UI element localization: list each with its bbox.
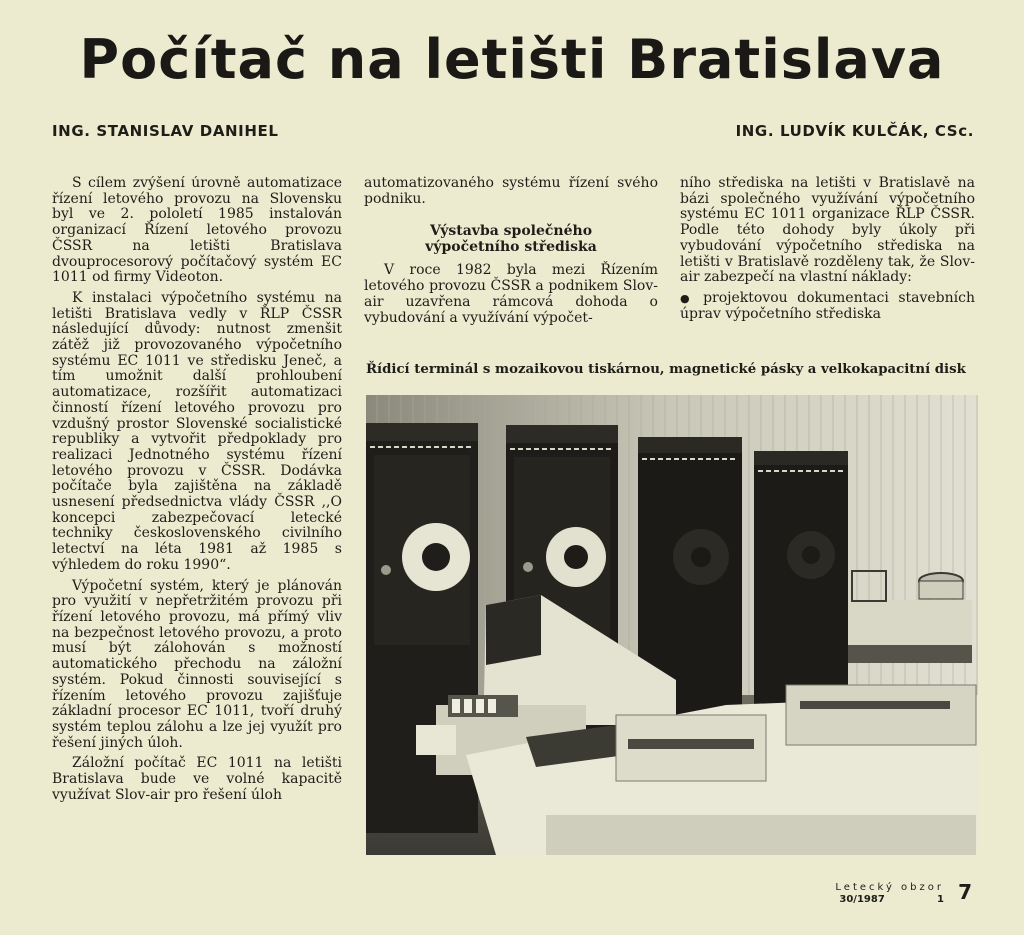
text-column-3 [680,176,975,338]
text-column-2 [364,176,658,338]
tape-drive-4 [754,451,848,711]
section-subheading [364,223,658,255]
paragraph: Záložní počítač EC 1011 na letišti Bratislava bude ve volné kapacitě využívat Slov-air pro řešení úloh [52,755,342,803]
issue-date: 30/1987 [839,894,885,905]
bullet-item: ● projektovou dokumentaci stavebních úprav výpočetního střediska [680,291,975,322]
paragraph: ního střediska na letišti v Bratislavě na bázi společného využívání výpočetního systému EC 1011 organizace ŘLP ČSSR. Podle této dohody byly úkoly při vybudování výpočetního střediska na letišti v Bratislavě rozděleny tak, že Slov-air zabezpečí na vlastní náklady: [680,176,975,286]
paragraph: K instalaci výpočetního systému na letišti Bratislava vedly v ŘLP ČSSR následující důvody: nutnost zmenšit zátěž již provozovaného výpočetního systému EC 1011 ve středisku Jeneč, a tím umožnit další prohloubení automatizace, rozšířit automatizaci činností řízení letového provozu pro vzdušný prostor Slovenské socialistické republiky a vytvořit předpoklady pro realizaci Jednotného systému řízení letového provozu v ČSSR. Dodávka počítače byla zajištěna na základě usnesení předsednictva vlády ČSSR ,,O koncepci zabezpečovací letecké techniky československého civilního letectví na léta 1981 až 1985 s výhledem do roku 1990“. [52,289,342,573]
subheading-line: Výstavba společného [429,223,593,240]
publication-info [835,882,944,906]
paragraph: S cílem zvýšení úrovně automatizace řízení letového provozu na Slovensku byl ve 2. pololetí 1985 instalován organizací Řízení letového provozu ČSSR na letišti Bratislava dvouprocesorový počítačový systém EC 1011 od firmy Videoton. [52,176,342,286]
page-number: 7 [958,880,972,904]
publication-name: Letecký obzor [835,882,944,893]
article-title: Počítač na letišti Bratislava [79,28,945,91]
paragraph: Výpočetní systém, který je plánován pro využití v nepřetržitém provozu při řízení letového provozu, má přímý vliv na bezpečnost letového provozu, a proto musí být zálohován s možností automatického přechodu na záložní systém. Pokud činnosti související s řízením letového provozu zajišťuje základní procesor EC 1011, tvoří druhý systém teplou zálohu a lze jej využít pro řešení jiných úloh. [52,577,342,751]
issue-number: 1 [937,894,944,905]
photo-caption: Řídicí terminál s mozaikovou tiskárnou, magnetické pásky a velkokapacitní disk [366,362,966,377]
paragraph: V roce 1982 byla mezi Řízením letového provozu ČSSR a podnikem Slov-air uzavřena rámcová dohoda o vybudování a využívání výpočet- [364,262,658,326]
author-left: ING. STANISLAV DANIHEL [52,122,279,140]
subheading-line: výpočetního střediska [425,239,597,256]
issue-line [835,894,944,906]
paragraph: automatizovaného systému řízení svého podniku. [364,176,658,207]
author-right: ING. LUDVÍK KULČÁK, CSc. [735,122,974,140]
photo-computer-room [366,395,978,855]
text-column-1 [52,176,342,861]
